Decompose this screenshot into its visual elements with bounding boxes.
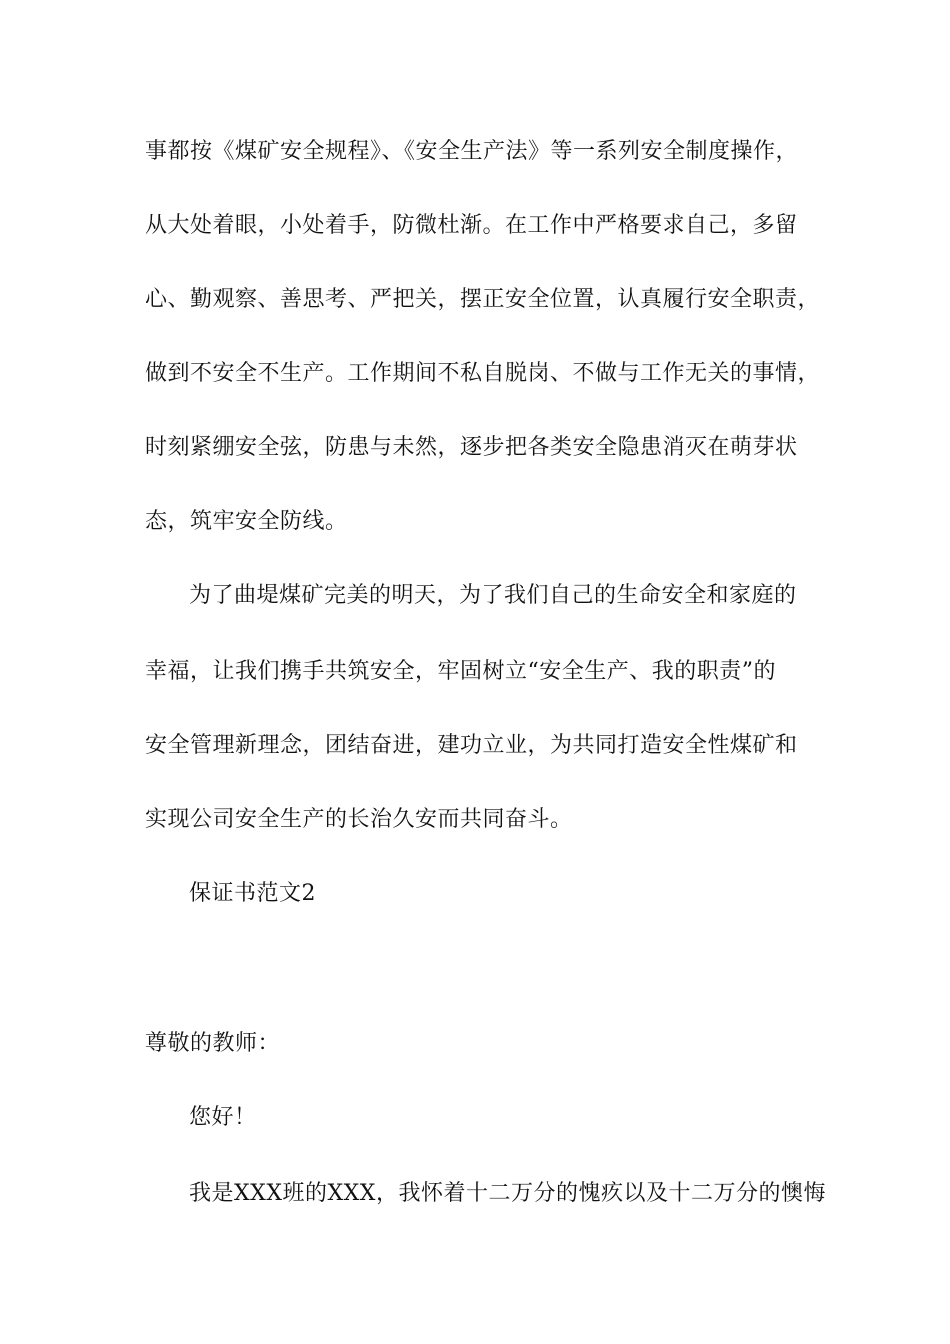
paragraph-line: 安全管理新理念，团结奋进，建功立业，为共同打造安全性煤矿和	[145, 733, 798, 758]
paragraph-line: 做到不安全不生产。工作期间不私自脱岗、不做与工作无关的事情，	[145, 361, 821, 386]
paragraph-line: 幸福，让我们携手共筑安全，牢固树立“安全生产、我的职责”的	[145, 659, 776, 684]
paragraph-line: 为了曲堤煤矿完美的明天，为了我们自己的生命安全和家庭的	[189, 583, 797, 608]
greeting: 您好！	[189, 1105, 257, 1130]
paragraph-line: 事都按《煤矿安全规程》、《安全生产法》等一系列安全制度操作，	[145, 139, 799, 164]
paragraph-line: 态，筑牢安全防线。	[145, 509, 348, 534]
paragraph-line: 心、勤观察、善思考、严把关，摆正安全位置，认真履行安全职责，	[145, 287, 821, 312]
paragraph-line: 实现公司安全生产的长治久安而共同奋斗。	[145, 807, 573, 832]
salutation: 尊敬的教师：	[145, 1031, 281, 1056]
paragraph-line: 我是XXX班的XXX，我怀着十二万分的愧疚以及十二万分的懊悔	[189, 1181, 826, 1206]
paragraph-line: 时刻紧绷安全弦，防患与未然，逐步把各类安全隐患消灭在萌芽状	[145, 435, 798, 460]
section-heading: 保证书范文2	[189, 881, 316, 906]
paragraph-line: 从大处着眼，小处着手，防微杜渐。在工作中严格要求自己，多留	[145, 213, 798, 238]
